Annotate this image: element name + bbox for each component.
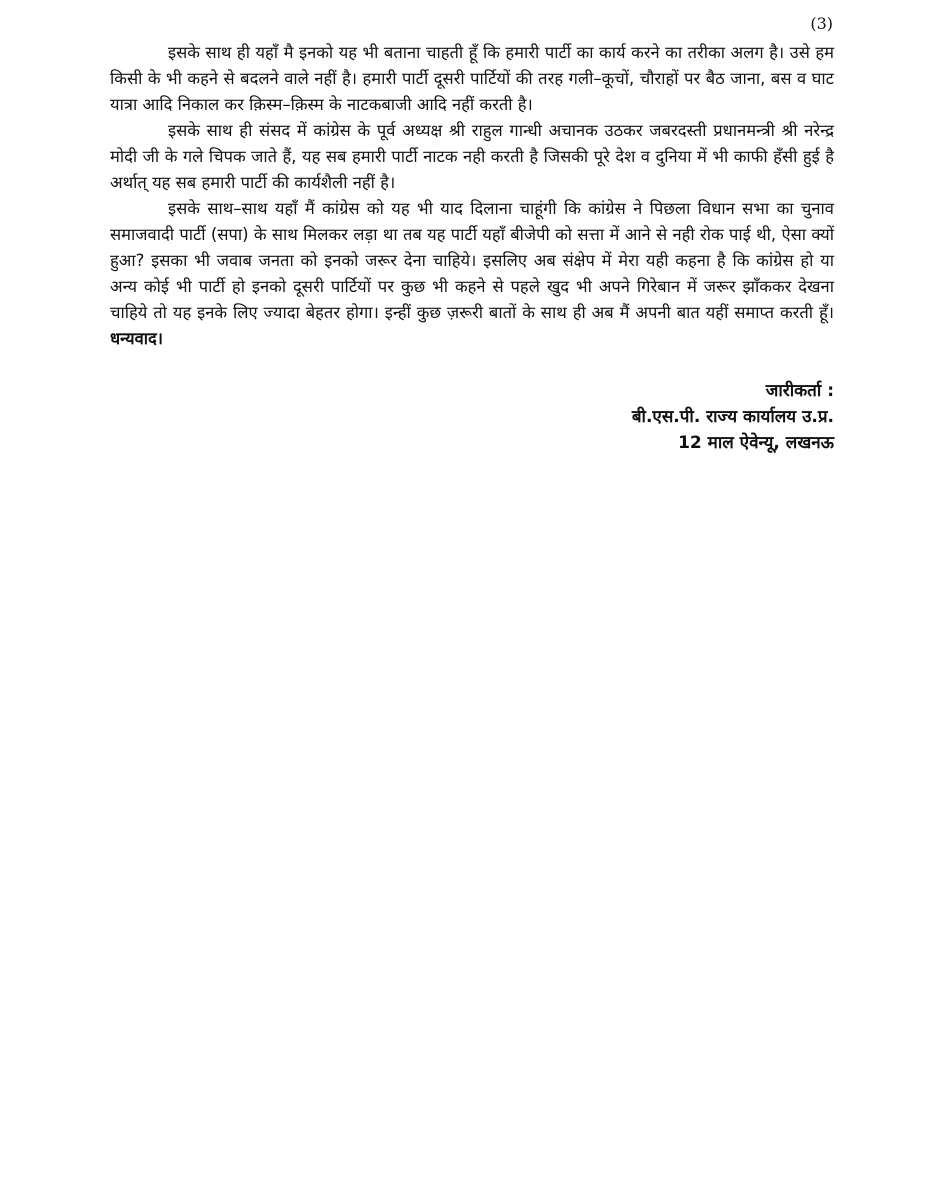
paragraph-3-text: इसके साथ–साथ यहाँ मैं कांग्रेस को यह भी याद दिलाना चाहूंगी कि कांग्रेस ने पिछला विधान सभा का चुनाव समाजवादी पार्टी (सपा) के साथ मिलकर लड़ा था तब यह पार्टी यहाँ बीजेपी को सत्ता में आने से नही रोक पाई थी, ऐसा क्यों हुआ? इसका भी जवाब जनता को इनको जरूर देना चाहिये। इसलिए अब संक्षेप में मेरा यही कहना है कि कांग्रेस हो या अन्य कोई भी पार्टी हो इनको दूसरी पार्टियों पर कुछ भी कहने से पहले खुद भी अपने गिरेबान में जरूर झाँककर देखना चाहिये तो यह इनके लिए ज्यादा बेहतर होगा। इन्हीं कुछ ज़रूरी बातों के साथ ही अब मैं अपनी बात यहीं समाप्त करती हूँ। [110, 199, 834, 322]
paragraph-3 [110, 196, 834, 352]
issuer-office: बी.एस.पी. राज्य कार्यालय उ.प्र. [631, 407, 834, 427]
page-number: (3) [810, 14, 833, 33]
closing-thanks: धन्यवाद। [110, 329, 164, 348]
issuer-label: जारीकर्ता : [765, 381, 834, 401]
document-body [110, 40, 834, 456]
paragraph-1: इसके साथ ही यहाँ मै इनको यह भी बताना चाहती हूँ कि हमारी पार्टी का कार्य करने का तरीका अलग है। उसे हम किसी के भी कहने से बदलने वाले नहीं है। हमारी पार्टी दूसरी पार्टियों की तरह गली–कूचों, चौराहों पर बैठ जाना, बस व घाट यात्रा आदि निकाल कर क़िस्म–क़िस्म के नाटकबाजी आदि नहीं करती है। [110, 43, 834, 114]
issuer-block [110, 378, 834, 456]
paragraph-2: इसके साथ ही संसद में कांग्रेस के पूर्व अध्यक्ष श्री राहुल गान्धी अचानक उठकर जबरदस्ती प्रधानमन्त्री श्री नरेन्द्र मोदी जी के गले चिपक जाते हैं, यह सब हमारी पार्टी नाटक नही करती है जिसकी पूरे देश व दुनिया में भी काफी हँसी हुई है अर्थात् यह सब हमारी पार्टी की कार्यशैली नहीं है। [110, 121, 834, 192]
issuer-address: 12 माल ऐवेन्यू, लखनऊ [678, 433, 834, 453]
